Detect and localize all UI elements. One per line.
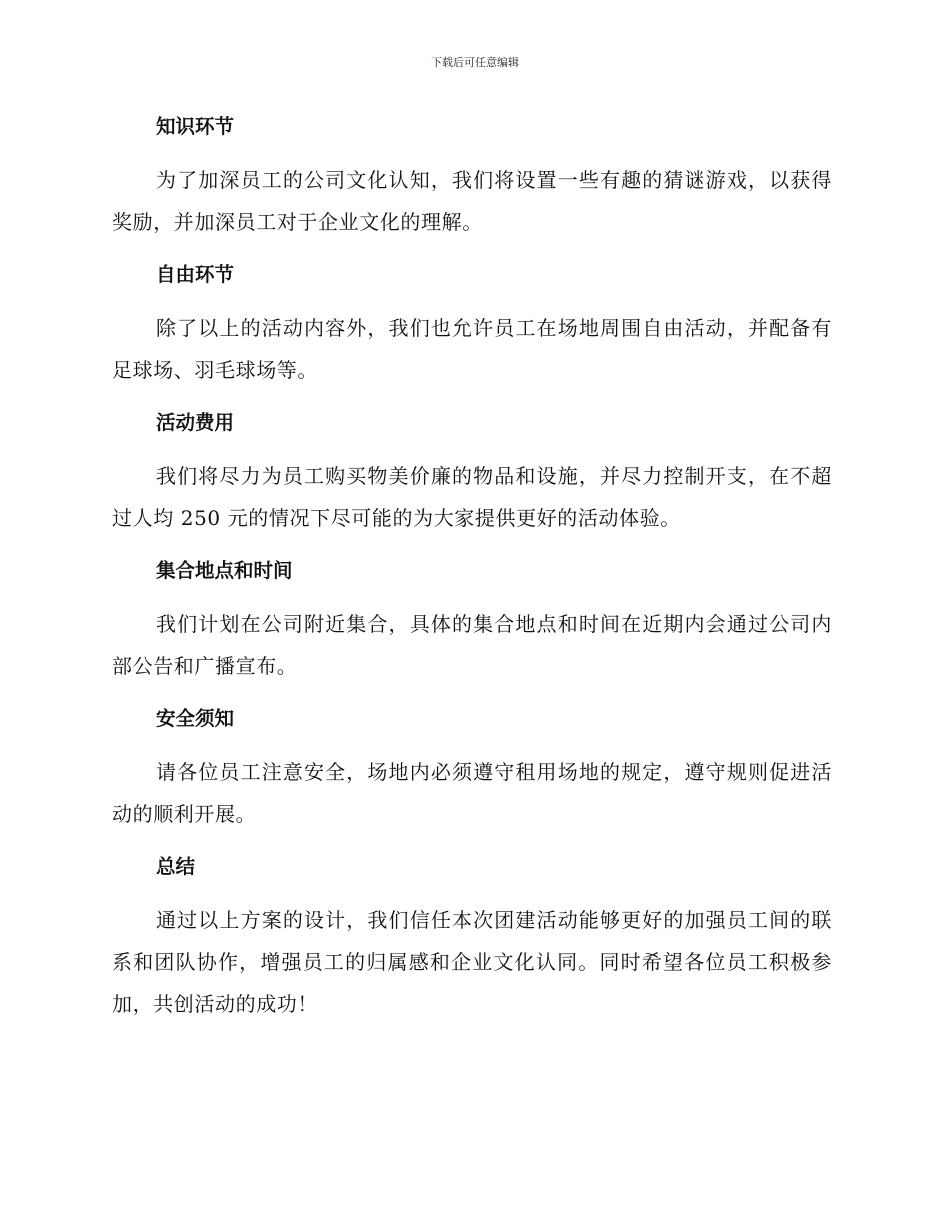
section-paragraph: 通过以上方案的设计，我们信任本次团建活动能够更好的加强员工间的联系和团队协作，增强员工的归属感和企业文化认同。同时希望各位员工积极参加，共创活动的成功！ [112, 908, 832, 1016]
section-free-time [112, 254, 832, 391]
section-cost [112, 402, 832, 539]
section-heading: 活动费用 [156, 411, 235, 434]
section-paragraph: 除了以上的活动内容外，我们也允许员工在场地周围自由活动，并配备有足球场、羽毛球场等。 [112, 316, 832, 382]
section-meeting-place [112, 550, 832, 687]
page-header-note: 下载后可任意编辑 [431, 56, 519, 69]
section-heading: 集合地点和时间 [156, 559, 293, 582]
section-paragraph: 我们将尽力为员工购买物美价廉的物品和设施，并尽力控制开支，在不超过人均 250 元的情况下尽可能的为大家提供更好的活动体验。 [112, 464, 832, 530]
section-paragraph: 请各位员工注意安全，场地内必须遵守租用场地的规定，遵守规则促进活动的顺利开展。 [112, 760, 832, 826]
section-heading: 自由环节 [156, 263, 235, 286]
section-knowledge [112, 106, 832, 243]
section-paragraph: 为了加深员工的公司文化认知，我们将设置一些有趣的猜谜游戏，以获得奖励，并加深员工对于企业文化的理解。 [112, 168, 832, 234]
document-body [112, 106, 832, 1036]
section-safety [112, 698, 832, 835]
section-paragraph: 我们计划在公司附近集合，具体的集合地点和时间在近期内会通过公司内部公告和广播宣布。 [112, 612, 832, 678]
section-heading: 安全须知 [156, 707, 235, 730]
section-summary [112, 846, 832, 1025]
section-heading: 总结 [156, 855, 196, 878]
section-heading: 知识环节 [156, 115, 235, 138]
